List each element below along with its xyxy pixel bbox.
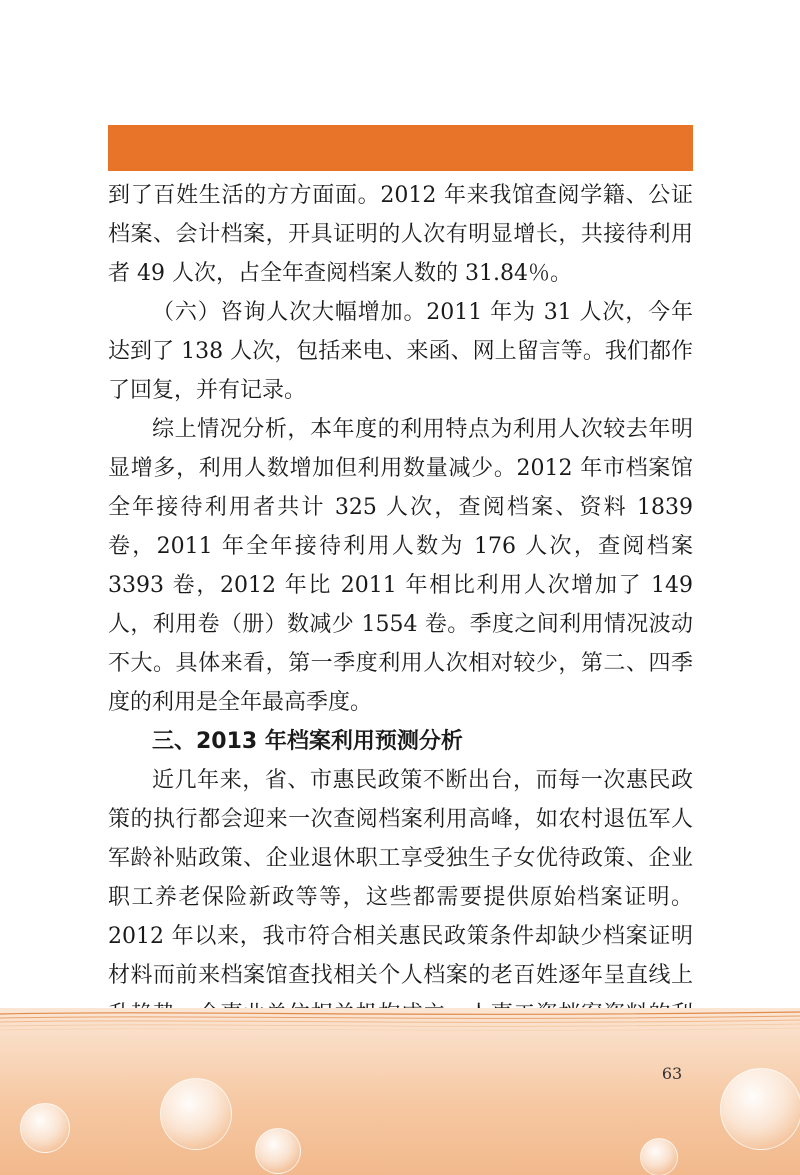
bubble-decoration [720, 1068, 800, 1150]
page-number: 63 [661, 1064, 683, 1083]
paragraph-summary: 综上情况分析，本年度的利用特点为利用人次较去年明显增多，利用人数增加但利用数量减少。2012 年市档案馆全年接待利用者共计 325 人次，查阅档案、资料 1839 卷，2011 年全年接待利用人数为 176 人次，查阅档案 3393 卷，2012 年比 2011 年相比利用人次增加了 149 人，利用卷（册）数减少 1554 卷。季度之间利用情况波动不大。具体来看，第一季度利用人次相对较少，第二、四季度的利用是全年最高季度。 [108, 417, 693, 715]
footer-wave-lines [0, 1008, 800, 1048]
bubble-decoration [255, 1128, 301, 1174]
paragraph-continuation: 到了百姓生活的方方面面。2012 年来我馆查阅学籍、公证档案、会计档案，开具证明的人次有明显增长，共接待利用者 49 人次，占全年查阅档案人数的 31.84％。 [108, 183, 693, 286]
page-content [108, 176, 693, 1073]
section-heading: 三、2013 年档案利用预测分析 [152, 729, 463, 754]
bubble-decoration [640, 1138, 678, 1175]
header-bar [108, 125, 693, 171]
footer-decoration [0, 1008, 800, 1175]
paragraph-consultation: （六）咨询人次大幅增加。2011 年为 31 人次，今年达到了 138 人次，包括来电、来函、网上留言等。我们都作了回复，并有记录。 [108, 300, 693, 403]
bubble-decoration [160, 1078, 232, 1150]
paragraph-forecast: 近几年来，省、市惠民政策不断出台，而每一次惠民政策的执行都会迎来一次查阅档案利用高峰，如农村退伍军人军龄补贴政策、企业退休职工享受独生子女优待政策、企业职工养老保险新政等等，这些都需要提供原始档案证明。2012 年以来，我市符合相关惠民政策条件却缺少档案证明材料而前来档案馆查找相关个人档案的老百姓逐年呈直线上 [108, 768, 693, 988]
bubble-decoration [20, 1103, 70, 1153]
